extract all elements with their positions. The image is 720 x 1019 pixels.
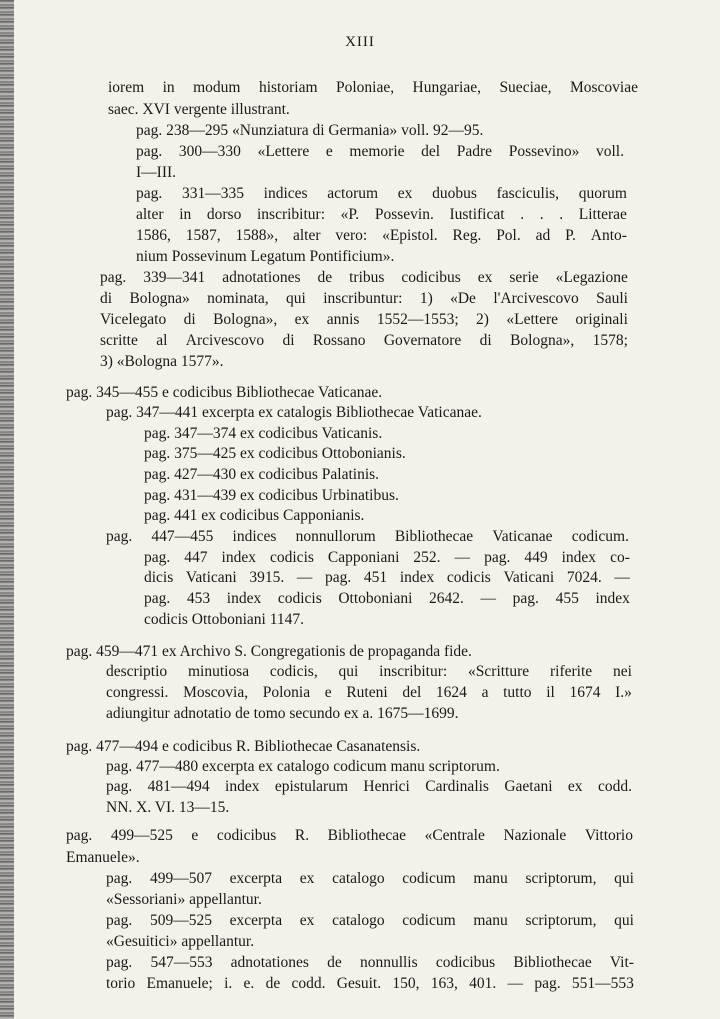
text-line: pag. 375—425 ex codicibus Ottobonianis. (144, 445, 406, 462)
text-line: NN. X. VI. 13—15. (106, 799, 230, 816)
text-line: scritte al Arcivescovo di Rossano Governatore di Bologna», 1578; (100, 332, 628, 349)
text-line: pag. 347—374 ex codicibus Vaticanis. (144, 425, 383, 442)
text-line: pag. 447—455 indices nonnullorum Bibliothecae Vaticanae codicum. (106, 528, 629, 545)
text-line: iorem in modum historiam Poloniae, Hungariae, Sueciae, Moscoviae (108, 79, 638, 96)
text-line: codicis Ottoboniani 1147. (144, 611, 305, 628)
text-line: alter in dorso inscribitur: «P. Possevin. Iustificat . . . Litterae (136, 206, 627, 223)
page-edge-shadow (0, 0, 14, 1019)
text-line: pag. 453 index codicis Ottoboniani 2642. — pag. 455 index (144, 590, 630, 607)
text-line: pag. 427—430 ex codicibus Palatinis. (144, 466, 380, 483)
text-line: di Bologna» nominata, qui inscribuntur: 1) «De l'Arcivescovo Sauli (100, 290, 628, 307)
text-line: pag. 300—330 «Lettere e memorie del Padre Possevino» voll. (136, 143, 624, 160)
text-line: pag. 441 ex codicibus Capponianis. (144, 507, 365, 524)
text-line: pag. 477—494 e codicibus R. Bibliothecae Casanatensis. (66, 738, 421, 755)
text-line: 1586, 1587, 1588», alter vero: «Epistol. Reg. Pol. ad P. Anto- (136, 227, 627, 244)
text-line: congressi. Moscovia, Polonia e Ruteni del 1624 a tutto il 1674 I.» (106, 684, 632, 701)
text-line: pag. 499—525 e codicibus R. Bibliothecae «Centrale Nazionale Vittorio (66, 827, 633, 844)
text-line: pag. 447 index codicis Capponiani 252. — pag. 449 index co- (144, 549, 630, 566)
text-line: torio Emanuele; i. e. de codd. Gesuit. 150, 163, 401. — pag. 551—553 (106, 975, 634, 992)
text-line: pag. 481—494 index epistularum Henrici Cardinalis Gaetani ex codd. (106, 778, 632, 795)
text-line: pag. 499—507 excerpta ex catalogo codicum manu scriptorum, qui (106, 870, 634, 887)
text-line: nium Possevinum Legatum Pontificium». (136, 248, 395, 265)
text-line: dicis Vaticani 3915. — pag. 451 index codicis Vaticani 7024. — (144, 569, 630, 586)
text-line: pag. 331—335 indices actorum ex duobus fasciculis, quorum (136, 185, 627, 202)
text-line: pag. 345—455 e codicibus Bibliothecae Vaticanae. (66, 384, 383, 401)
text-line: descriptio minutiosa codicis, qui inscribitur: «Scritture riferite nei (106, 663, 632, 680)
text-line: I—III. (136, 164, 177, 181)
text-line: Vicelegato di Bologna», ex annis 1552—1553; 2) «Lettere originali (100, 311, 628, 328)
page-number: XIII (345, 34, 375, 50)
text-line: pag. 238—295 «Nunziatura di Germania» voll. 92—95. (136, 122, 484, 139)
text-line: pag. 339—341 adnotationes de tribus codicibus ex serie «Legazione (100, 269, 628, 286)
text-line: adiungitur adnotatio de tomo secundo ex a. 1675—1699. (106, 705, 459, 722)
text-line: Emanuele». (66, 849, 140, 866)
text-line: saec. XVI vergente illustrant. (108, 101, 290, 118)
text-line: 3) «Bologna 1577». (100, 353, 224, 370)
text-line: pag. 477—480 excerpta ex catalogo codicum manu scriptorum. (106, 758, 500, 775)
text-line: pag. 459—471 ex Archivo S. Congregationis de propaganda fide. (66, 643, 472, 660)
text-line: «Gesuitici» appellantur. (106, 933, 255, 950)
text-line: pag. 509—525 excerpta ex catalogo codicum manu scriptorum, qui (106, 912, 634, 929)
text-line: pag. 547—553 adnotationes de nonnullis codicibus Bibliothecae Vit- (106, 954, 634, 971)
text-line: pag. 347—441 excerpta ex catalogis Bibliothecae Vaticanae. (106, 404, 482, 421)
text-line: «Sessoriani» appellantur. (106, 891, 262, 908)
text-line: pag. 431—439 ex codicibus Urbinatibus. (144, 487, 399, 504)
